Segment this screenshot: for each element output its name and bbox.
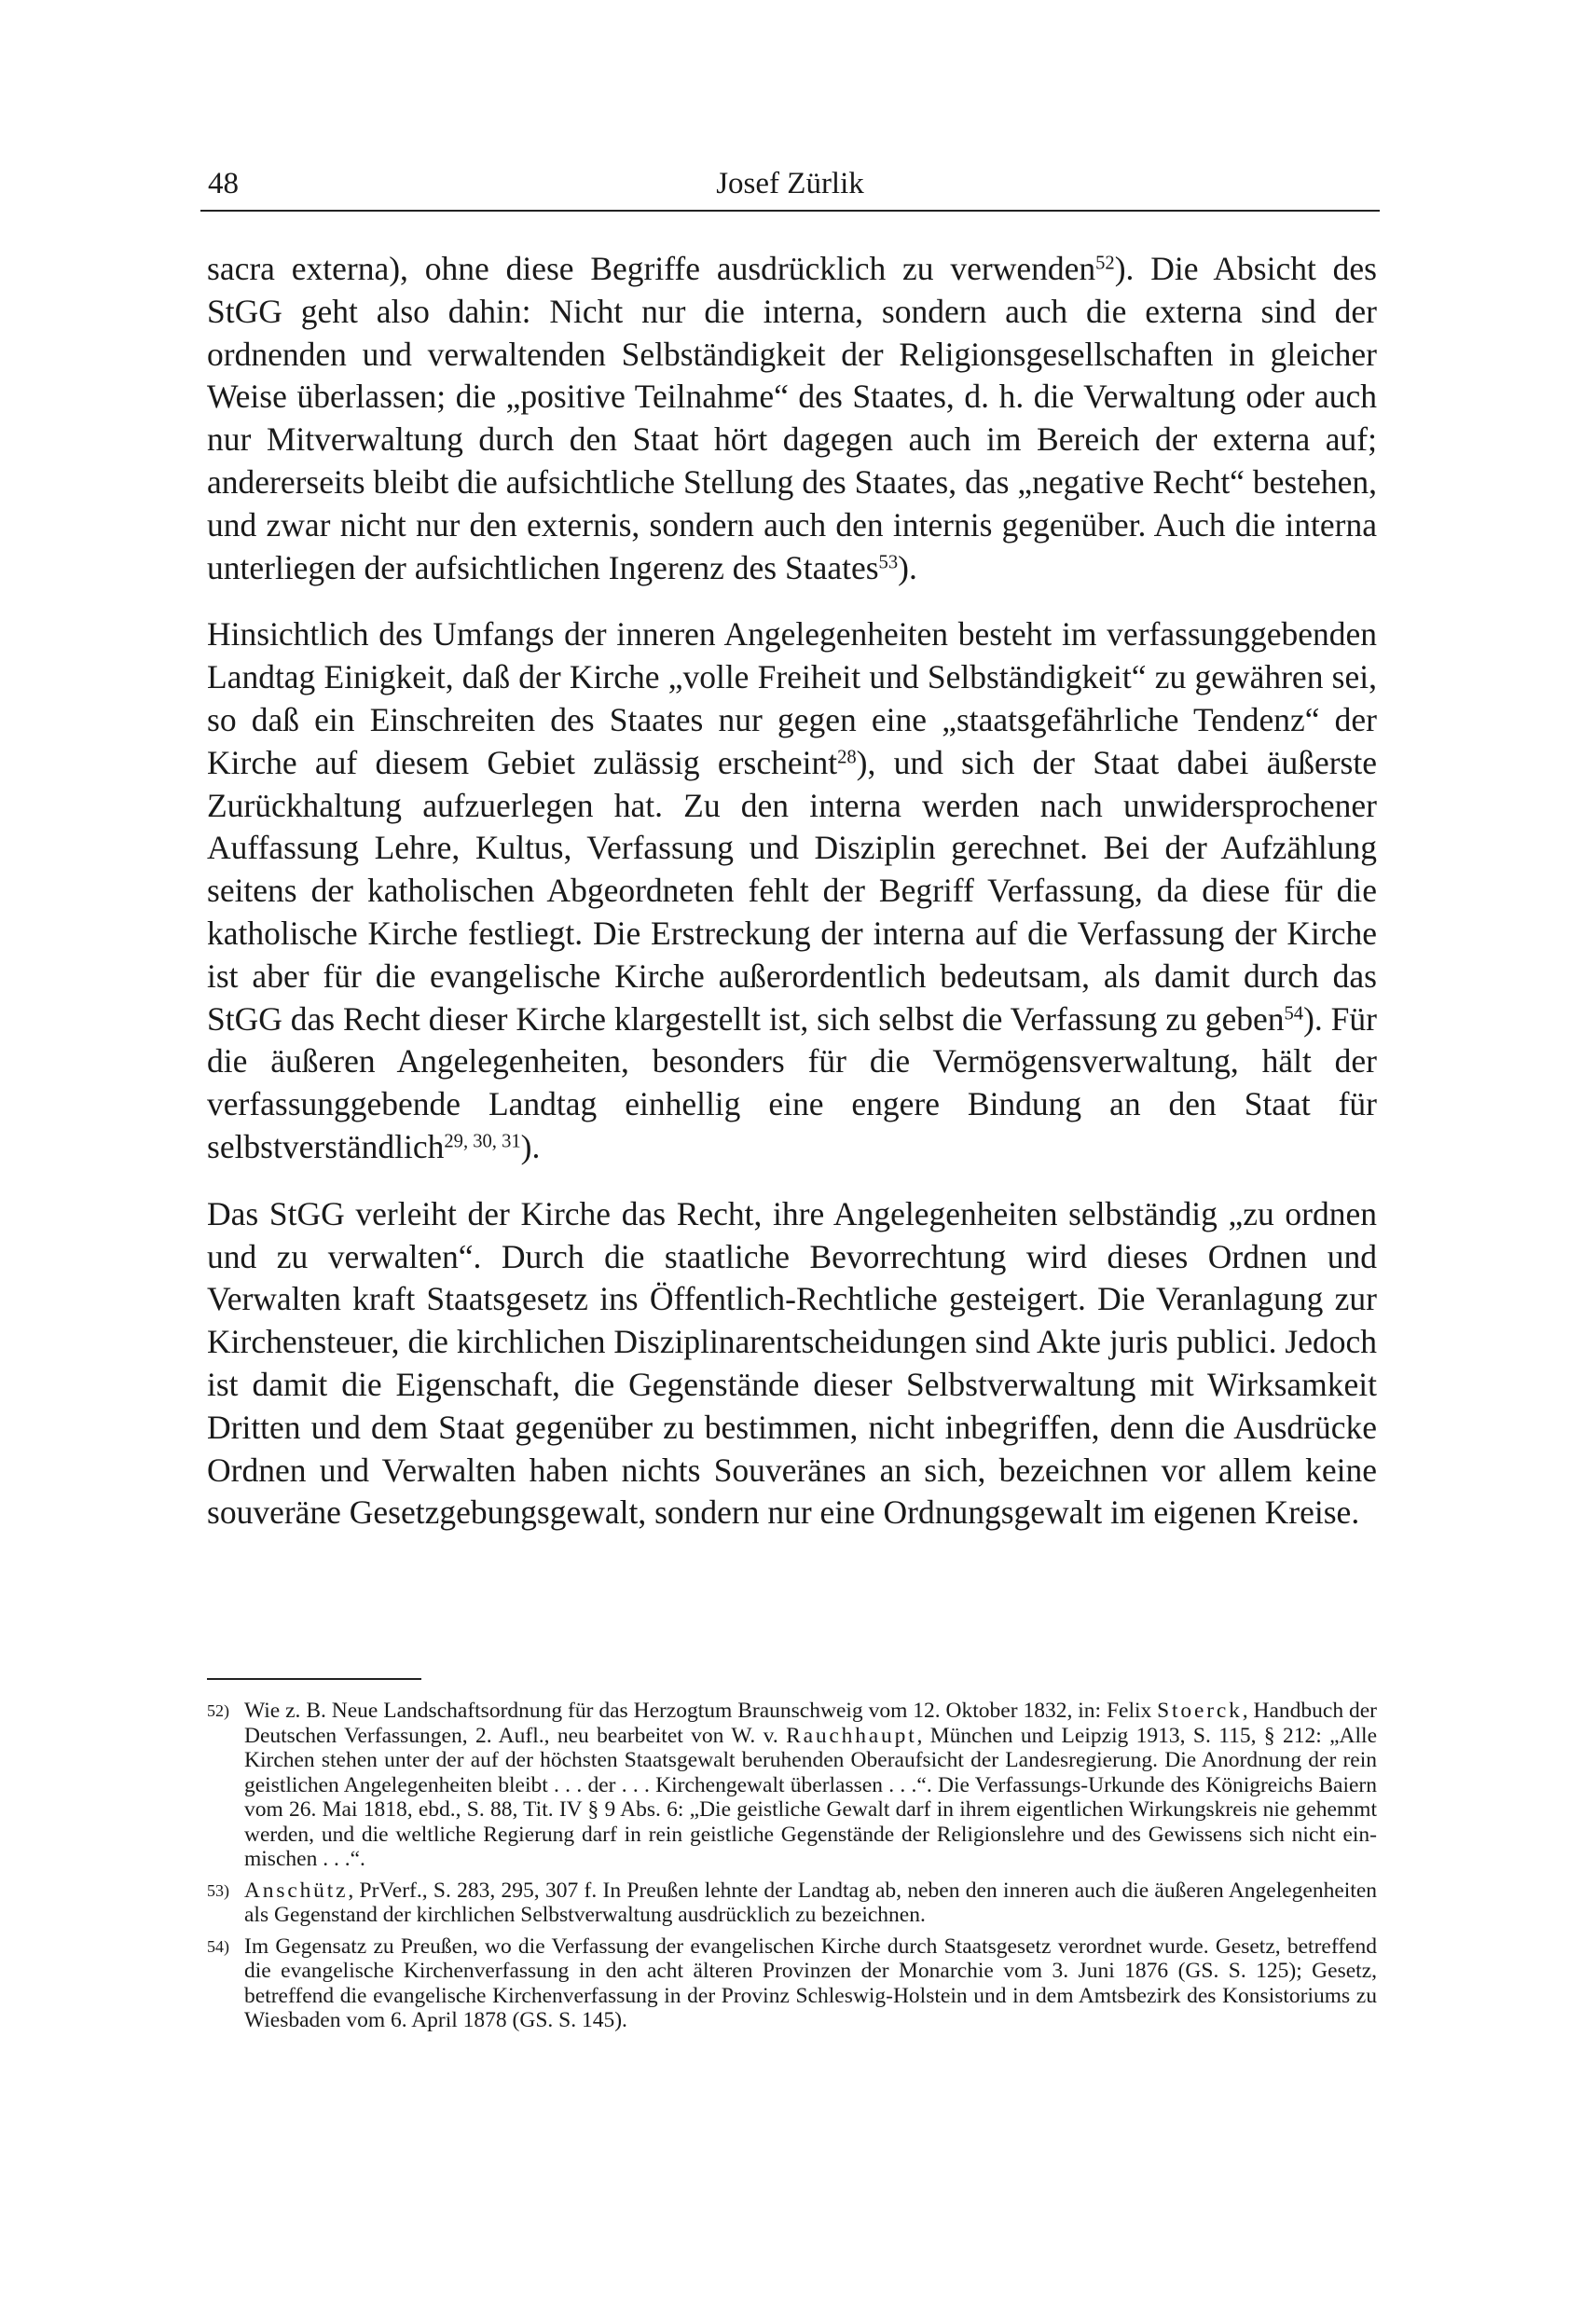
footnote-mark: 52) <box>207 1701 229 1720</box>
footnote-ref-54: 54 <box>1284 1003 1304 1025</box>
footnote-52 <box>207 1699 1377 1872</box>
author-name: Anschütz <box>244 1878 349 1903</box>
paragraph-2-text-a: Hinsichtlich des Umfangs der inneren Angelegenheiten besteht im verfassunggebenden Landtag Einigkeit, daß der Kirche „volle Freiheit und Selbständigkeit“ zu gewähren sei, so daß ein Einschreiten des Staates nur gegen eine „staatsgefährliche Tendenz“ der Kirche auf diesem Gebiet zulässig erscheint <box>207 615 1377 781</box>
paragraph-2-text-c: ). Für die äußeren Angelegenheiten, besonders für die Vermögensverwaltung, hält der verfassunggebende Landtag einhellig eine engere Bindung an den Staat für selbstverständlich <box>207 999 1377 1165</box>
footnote-53 <box>207 1878 1377 1928</box>
footnote-ref-29-30-31: 29, 30, 31 <box>444 1131 521 1152</box>
footnote-text: , PrVerf., S. 283, 295, 307 f. In Preußen lehnte der Landtag ab, neben den inneren auch die äußeren Angelegenheiten als Gegenstand der kirchlichen Selbstverwaltung ausdrücklich zu bezeichnen. <box>244 1878 1377 1927</box>
page-header <box>200 163 1380 212</box>
author-name: Stoerck <box>1157 1699 1243 1723</box>
page-number: 48 <box>208 167 239 200</box>
paragraph-1-text-a: sacra externa), ohne diese Begriffe ausdrücklich zu verwenden <box>207 250 1096 287</box>
footnote-mark: 54) <box>207 1936 229 1956</box>
footnote-text: , München und Leipzig 1913, S. 115, § 212: „Alle Kirchen stehen unter der auf der höchsten Staatsgewalt beruhenden Oberaufsicht der Landesregierung. Die Anordnung der rein geistlichen Angelegenheiten bleibt . . . der . . . Kirchengewalt überlassen . . .“. Die Verfassungs-Urkunde des Königreichs Baiern vom 26. Mai 1818, ebd., S. 88, Tit. IV § 9 Abs. 6: „Die geistliche Gewalt darf in ihrem eigentlichen Wirkungskreis nie gehemmt werden, und die weltliche Regierung darf in rein geistliche Gegenstände der Religionslehre und des Gewissens sich nicht einmischen . . .“. <box>244 1723 1377 1871</box>
footnote-text: Im Gegensatz zu Preußen, wo die Verfassung der evangelischen Kirche durch Staatsgesetz verordnet wurde. Gesetz, betreffend die evangelische Kirchenverfassung in den acht älteren Provinzen der Monarchie vom 3. Juni 1876 (GS. S. 125); Gesetz, betreffend die evangelische Kirchenverfassung in der Provinz Schleswig-Holstein und in dem Amtsbezirk des Konsistoriums zu Wiesbaden vom 6. April 1878 (GS. S. 145). <box>244 1934 1377 2032</box>
paragraph-1-text-b: ). Die Absicht des StGG geht also dahin: Nicht nur die interna, sondern auch die externa sind der ordnenden und verwaltenden Selbständigkeit der Religionsgesellschaften in gleicher Weise überlassen; die „positive Teilnahme“ des Staates, d. h. die Verwaltung oder auch nur Mitverwaltung durch den Staat hört dagegen auch im Bereich der externa auf; andererseits bleibt die aufsichtliche Stellung des Staates, das „negative Recht“ bestehen, und zwar nicht nur den externis, sondern auch den internis gegenüber. Auch die interna unterliegen der aufsichtlichen Ingerenz des Staates <box>207 250 1377 586</box>
footnote-ref-28: 28 <box>837 747 857 768</box>
paragraph-3: Das StGG verleiht der Kirche das Recht, ihre Angelegenheiten selbständig „zu ordnen und zu verwalten“. Durch die staatliche Bevorrechtung wird dieses Ordnen und Verwalten kraft Staatsgesetz ins Öffentlich-Rechtliche gesteigert. Die Veranlagung zur Kirchensteuer, die kirchlichen Disziplinarentscheidungen sind Akte juris publici. Jedoch ist damit die Eigenschaft, die Gegenstände dieser Selbstverwaltung mit Wirksamkeit Dritten und dem Staat gegenüber zu bestimmen, nicht inbegriffen, denn die Ausdrücke Ordnen und Verwalten haben nichts Souveränes an sich, bezeichnen vor allem keine souveräne Gesetzgebungsgewalt, sondern nur eine Ordnungsgewalt im eigenen Kreise. <box>207 1194 1377 1532</box>
paragraph-1-text-c: ). <box>898 548 917 586</box>
author-name: Rauchhaupt <box>786 1723 917 1748</box>
footnote-ref-53: 53 <box>878 552 899 573</box>
footnote-text: Wie z. B. Neue Landschaftsordnung für das Herzogtum Braunschweig vom 12. Oktober 1832, in: Felix <box>244 1699 1158 1723</box>
footnote-mark: 53) <box>207 1880 229 1900</box>
running-head: Josef Zürlik <box>716 167 864 200</box>
footnote-separator <box>207 1678 421 1680</box>
paragraph-1 <box>207 248 1377 589</box>
footnotes <box>207 1699 1377 2040</box>
footnote-text: , Handbuch der Deutschen Verfassungen, 2. Aufl., neu bearbeitet von W. v. <box>244 1699 1377 1748</box>
footnote-ref-52: 52 <box>1095 253 1115 274</box>
paragraph-2-text-b: ), und sich der Staat dabei äußerste Zurückhaltung aufzuerlegen hat. Zu den interna werden nach unwidersprochener Auffassung Lehre, Kultus, Verfassung und Disziplin gerechnet. Bei der Aufzählung seitens der katholischen Abgeordneten fehlt der Begriff Verfassung, da diese für die katholische Kirche festliegt. Die Erstreckung der interna auf die Verfassung der Kirche ist aber für die evangelische Kirche außerordentlich bedeutsam, als damit durch das StGG das Recht dieser Kirche klargestellt ist, sich selbst die Verfassung zu geben <box>207 743 1377 1038</box>
main-text <box>207 248 1377 1559</box>
paragraph-2 <box>207 613 1377 1168</box>
footnote-54 <box>207 1934 1377 2033</box>
paragraph-2-text-d: ). <box>520 1127 541 1165</box>
